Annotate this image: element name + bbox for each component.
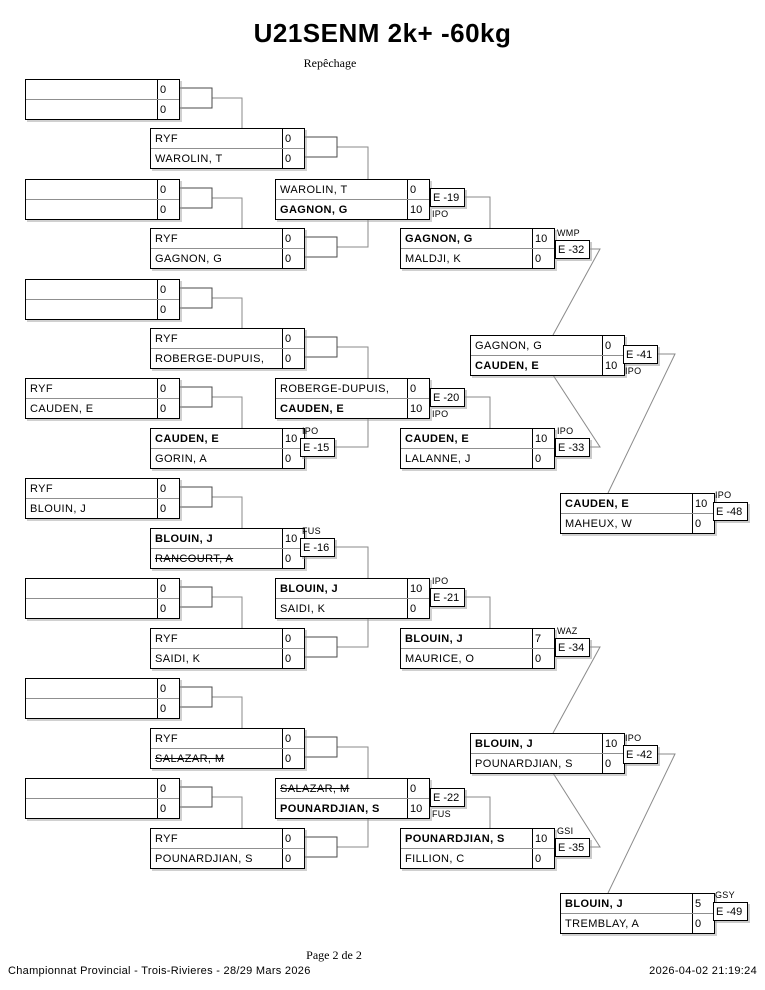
competitor-row: [26, 579, 179, 598]
competitor-row: [26, 798, 179, 818]
competitor-name: CAUDEN, E: [475, 359, 540, 372]
competitor-row: [276, 579, 429, 598]
match-box-e42: [470, 733, 625, 774]
score-cell: 0: [157, 799, 179, 818]
competitor-row: [276, 598, 429, 618]
match-box-e32: [400, 228, 555, 269]
match-box-e48: [560, 493, 715, 534]
score-cell: 0: [157, 679, 179, 698]
competitor-name: BLOUIN, J: [475, 737, 533, 750]
page-title: U21SENM 2k+ -60kg: [253, 18, 512, 48]
result-type-label: WMP: [557, 228, 580, 238]
competitor-row: [151, 629, 304, 648]
match-box-e34: [400, 628, 555, 669]
competitor-name: CAUDEN, E: [30, 402, 94, 415]
competitor-row: [276, 180, 429, 199]
competitor-name: POUNARDJIAN, S: [405, 832, 505, 845]
score-cell: 0: [282, 749, 304, 768]
score-cell: 10: [532, 229, 554, 248]
competitor-row: [151, 529, 304, 548]
competitor-row: [151, 729, 304, 748]
match-box-e22: [275, 778, 430, 819]
score-cell: 0: [532, 249, 554, 268]
match-number-label: E -16: [300, 538, 335, 557]
match-box-r1-5: [25, 478, 180, 519]
competitor-name: MAURICE, O: [405, 652, 475, 665]
score-cell: 0: [157, 180, 179, 199]
match-box-r2-6: [150, 628, 305, 669]
score-cell: 0: [157, 499, 179, 518]
competitor-name: SALAZAR, M: [280, 782, 350, 795]
competitor-name: GORIN, A: [155, 452, 208, 465]
competitor-row: [151, 329, 304, 348]
competitor-name: WAROLIN, T: [280, 183, 348, 196]
competitor-name: RYF: [155, 232, 179, 245]
score-cell: 10: [407, 200, 429, 219]
footer-timestamp: 2026-04-02 21:19:24: [649, 965, 757, 977]
result-type-label: FUS: [432, 809, 451, 819]
competitor-row: [26, 299, 179, 319]
match-number-label: E -15: [300, 438, 335, 457]
score-cell: 0: [282, 329, 304, 348]
competitor-name: CAUDEN, E: [565, 497, 630, 510]
score-cell: 0: [157, 379, 179, 398]
competitor-row: [561, 913, 714, 933]
competitor-name: RYF: [155, 332, 179, 345]
competitor-name: BLOUIN, J: [155, 532, 213, 545]
competitor-row: [26, 779, 179, 798]
match-box-r1-2: [25, 179, 180, 220]
competitor-name: RYF: [155, 632, 179, 645]
competitor-row: [151, 648, 304, 668]
competitor-row: [151, 548, 304, 568]
match-number-label: E -33: [555, 438, 590, 457]
match-number-label: E -49: [713, 902, 748, 921]
score-cell: 0: [282, 249, 304, 268]
match-number-label: E -41: [623, 345, 658, 364]
result-type-label: GSI: [557, 826, 574, 836]
match-number-label: E -22: [430, 788, 465, 807]
competitor-row: [151, 148, 304, 168]
competitor-row: [26, 679, 179, 698]
competitor-name: RYF: [155, 832, 179, 845]
match-box-r2-8: [150, 828, 305, 869]
match-box-r1-1: [25, 79, 180, 120]
competitor-row: [151, 248, 304, 268]
score-cell: 0: [407, 599, 429, 618]
match-box-r2-2: [150, 228, 305, 269]
score-cell: 0: [282, 229, 304, 248]
competitor-row: [151, 429, 304, 448]
score-cell: 0: [157, 100, 179, 119]
competitor-row: [26, 698, 179, 718]
result-type-label: IPO: [432, 576, 449, 586]
result-type-label: IPO: [557, 426, 574, 436]
match-box-e41: [470, 335, 625, 376]
score-cell: 7: [532, 629, 554, 648]
result-type-label: GSY: [715, 890, 735, 900]
score-cell: 0: [157, 80, 179, 99]
competitor-row: [26, 99, 179, 119]
match-box-r1-8: [25, 778, 180, 819]
competitor-row: [401, 248, 554, 268]
competitor-row: [26, 199, 179, 219]
competitor-name: RYF: [155, 132, 179, 145]
score-cell: 0: [282, 449, 304, 468]
competitor-row: [26, 80, 179, 99]
competitor-name: ROBERGE-DUPUIS,: [155, 352, 265, 365]
match-number-label: E -32: [555, 240, 590, 259]
match-box-e49: [560, 893, 715, 934]
competitor-name: POUNARDJIAN, S: [475, 757, 573, 770]
match-number-label: E -19: [430, 188, 465, 207]
competitor-row: [401, 229, 554, 248]
match-box-r1-3: [25, 279, 180, 320]
score-cell: 0: [407, 779, 429, 798]
competitor-row: [26, 498, 179, 518]
competitor-row: [561, 494, 714, 513]
score-cell: 0: [157, 779, 179, 798]
score-cell: 0: [532, 849, 554, 868]
competitor-row: [401, 429, 554, 448]
competitor-name: BLOUIN, J: [565, 897, 623, 910]
match-box-r1-6: [25, 578, 180, 619]
competitor-name: ROBERGE-DUPUIS,: [280, 382, 390, 395]
competitor-row: [471, 336, 624, 355]
competitor-row: [151, 748, 304, 768]
score-cell: 0: [157, 399, 179, 418]
result-type-label: FUS: [302, 526, 321, 536]
match-number-label: E -20: [430, 388, 465, 407]
score-cell: 10: [407, 399, 429, 418]
match-box-e21: [275, 578, 430, 619]
competitor-name: GAGNON, G: [475, 339, 543, 352]
score-cell: 10: [532, 429, 554, 448]
competitor-name: CAUDEN, E: [280, 402, 345, 415]
match-box-r2-3: [150, 328, 305, 369]
result-type-label: IPO: [625, 366, 642, 376]
competitor-row: [151, 848, 304, 868]
competitor-name: SAIDI, K: [155, 652, 201, 665]
score-cell: 10: [282, 429, 304, 448]
competitor-name: SAIDI, K: [280, 602, 326, 615]
competitor-row: [276, 779, 429, 798]
competitor-row: [26, 398, 179, 418]
competitor-row: [26, 479, 179, 498]
score-cell: 0: [282, 129, 304, 148]
page-number: Page 2 de 2: [306, 948, 362, 962]
score-cell: 10: [282, 529, 304, 548]
competitor-name: BLOUIN, J: [280, 582, 338, 595]
competitor-name: CAUDEN, E: [155, 432, 220, 445]
score-cell: 0: [532, 449, 554, 468]
match-number-label: E -34: [555, 638, 590, 657]
match-number-label: E -35: [555, 838, 590, 857]
competitor-row: [276, 199, 429, 219]
competitor-name: FILLION, C: [405, 852, 465, 865]
result-type-label: IPO: [625, 733, 642, 743]
competitor-name: BLOUIN, J: [30, 502, 87, 515]
match-box-e19: [275, 179, 430, 220]
footer-event-name: Championnat Provincial - Trois-Rivieres - 28/29 Mars 2026: [8, 965, 311, 977]
competitor-name: CAUDEN, E: [405, 432, 470, 445]
competitor-row: [276, 798, 429, 818]
match-box-e15: [150, 428, 305, 469]
score-cell: 10: [407, 579, 429, 598]
competitor-name: TREMBLAY, A: [565, 917, 640, 930]
competitor-row: [561, 894, 714, 913]
competitor-row: [151, 829, 304, 848]
competitor-name: RYF: [155, 732, 179, 745]
competitor-row: [471, 734, 624, 753]
competitor-row: [151, 348, 304, 368]
competitor-row: [401, 848, 554, 868]
score-cell: 0: [282, 349, 304, 368]
competitor-row: [151, 229, 304, 248]
score-cell: 0: [692, 514, 714, 533]
result-type-label: IPO: [302, 426, 319, 436]
score-cell: 0: [157, 599, 179, 618]
score-cell: 0: [282, 649, 304, 668]
match-box-r1-4: [25, 378, 180, 419]
match-box-e20: [275, 378, 430, 419]
match-box-r1-7: [25, 678, 180, 719]
competitor-row: [26, 379, 179, 398]
competitor-name: BLOUIN, J: [405, 632, 463, 645]
match-number-label: E -48: [713, 502, 748, 521]
score-cell: 10: [532, 829, 554, 848]
competitor-row: [26, 180, 179, 199]
competitor-row: [151, 448, 304, 468]
match-box-e16: [150, 528, 305, 569]
result-type-label: IPO: [715, 490, 732, 500]
score-cell: 0: [157, 200, 179, 219]
competitor-name: LALANNE, J: [405, 452, 471, 465]
score-cell: 0: [282, 629, 304, 648]
score-cell: 0: [532, 649, 554, 668]
match-box-e35: [400, 828, 555, 869]
match-box-r2-1: [150, 128, 305, 169]
match-box-e33: [400, 428, 555, 469]
score-cell: 0: [282, 829, 304, 848]
competitor-name: RYF: [30, 482, 54, 495]
competitor-name: RANCOURT, A: [155, 552, 234, 565]
bracket-subtitle: Repêchage: [303, 56, 357, 70]
competitor-row: [471, 355, 624, 375]
score-cell: 0: [407, 180, 429, 199]
score-cell: 5: [692, 894, 714, 913]
score-cell: 0: [282, 849, 304, 868]
competitor-name: RYF: [30, 382, 54, 395]
competitor-name: GAGNON, G: [280, 203, 348, 216]
competitor-name: WAROLIN, T: [155, 152, 223, 165]
competitor-name: MALDJI, K: [405, 252, 462, 265]
competitor-name: GAGNON, G: [405, 232, 473, 245]
competitor-row: [26, 280, 179, 299]
score-cell: 10: [602, 356, 624, 375]
competitor-name: POUNARDJIAN, S: [155, 852, 253, 865]
match-box-r2-7: [150, 728, 305, 769]
score-cell: 0: [157, 699, 179, 718]
competitor-row: [561, 513, 714, 533]
score-cell: 10: [692, 494, 714, 513]
competitor-row: [471, 753, 624, 773]
score-cell: 10: [602, 734, 624, 753]
score-cell: 0: [157, 479, 179, 498]
score-cell: 0: [157, 579, 179, 598]
match-number-label: E -21: [430, 588, 465, 607]
competitor-row: [26, 598, 179, 618]
competitor-row: [276, 379, 429, 398]
score-cell: 0: [282, 729, 304, 748]
competitor-row: [401, 629, 554, 648]
score-cell: 10: [407, 799, 429, 818]
score-cell: 0: [157, 280, 179, 299]
result-type-label: WAZ: [557, 626, 578, 636]
competitor-name: POUNARDJIAN, S: [280, 802, 380, 815]
result-type-label: IPO: [432, 409, 449, 419]
score-cell: 0: [692, 914, 714, 933]
competitor-row: [276, 398, 429, 418]
competitor-row: [401, 829, 554, 848]
score-cell: 0: [157, 300, 179, 319]
competitor-row: [151, 129, 304, 148]
score-cell: 0: [282, 149, 304, 168]
score-cell: 0: [602, 336, 624, 355]
competitor-name: GAGNON, G: [155, 252, 223, 265]
score-cell: 0: [602, 754, 624, 773]
result-type-label: IPO: [432, 209, 449, 219]
score-cell: 0: [282, 549, 304, 568]
competitor-name: SALAZAR, M: [155, 752, 225, 765]
competitor-name: MAHEUX, W: [565, 517, 633, 530]
score-cell: 0: [407, 379, 429, 398]
competitor-row: [401, 448, 554, 468]
match-number-label: E -42: [623, 745, 658, 764]
competitor-row: [401, 648, 554, 668]
